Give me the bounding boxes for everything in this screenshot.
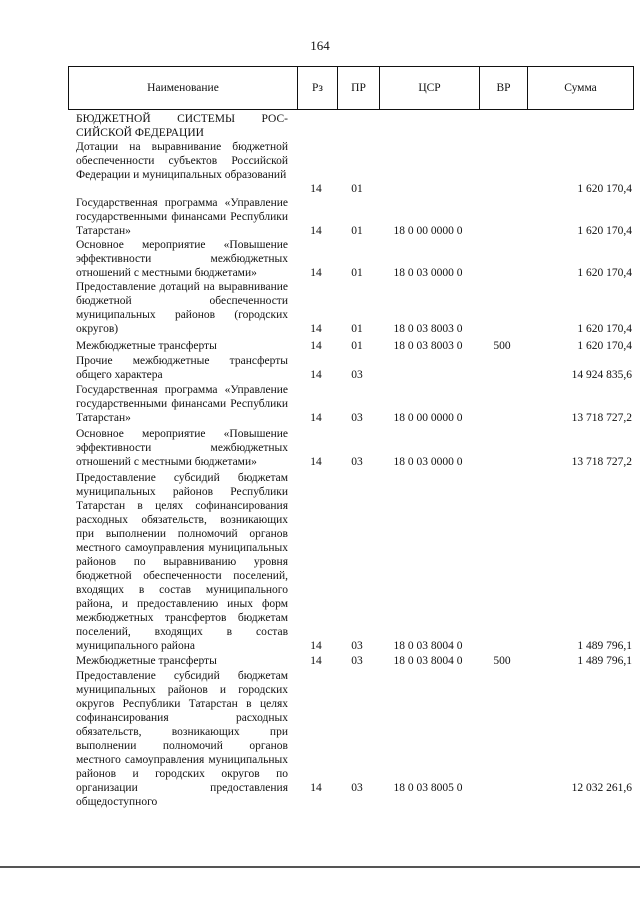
column-header-pr: ПР	[337, 67, 379, 109]
table-header	[68, 66, 634, 110]
row-sum: 1 489 796,1	[577, 640, 632, 652]
row-pr: 03	[351, 412, 363, 424]
table-row	[68, 280, 634, 336]
row-sum: 1 489 796,1	[577, 655, 632, 667]
row-sum: 1 620 170,4	[577, 323, 632, 335]
page-number: 164	[310, 38, 330, 53]
row-sum: 14 924 835,6	[571, 369, 632, 381]
table-row	[68, 654, 634, 668]
row-name: Дотации на выравнивание бюджетной обеспеченности субъектов Российской Федерации и муниципальных образований	[76, 141, 288, 181]
row-name: Государственная программа «Управление государственными финансами Республики Татарстан»	[76, 197, 288, 237]
row-csr: 18 0 03 0000 0	[393, 267, 463, 279]
column-header-sum: Сумма	[527, 67, 633, 109]
row-name: Предоставление дотаций на выравнивание бюджетной обеспеченности муниципальных районов (городских округов)	[76, 281, 288, 335]
row-name: Межбюджетные трансферты	[76, 340, 217, 352]
row-rz: 14	[310, 655, 322, 667]
column-header-csr: ЦСР	[379, 67, 479, 109]
row-name: БЮДЖЕТНОЙ СИСТЕМЫ РОС-СИЙСКОЙ ФЕДЕРАЦИИ	[76, 113, 288, 139]
row-pr: 03	[351, 456, 363, 468]
table-row	[68, 383, 634, 425]
column-header-vr: ВР	[479, 67, 527, 109]
row-sum: 13 718 727,2	[571, 412, 632, 424]
row-rz: 14	[310, 456, 322, 468]
row-sum: 1 620 170,4	[577, 340, 632, 352]
row-rz: 14	[310, 369, 322, 381]
row-pr: 01	[351, 340, 363, 352]
table-row	[68, 471, 634, 653]
column-header-name: Наименование	[147, 82, 219, 94]
table-row	[68, 238, 634, 280]
row-rz: 14	[310, 183, 322, 195]
row-name: Прочие межбюджетные трансферты общего характера	[76, 355, 288, 381]
row-pr: 01	[351, 267, 363, 279]
row-name: Государственная программа «Управление государственными финансами Республики Татарстан»	[76, 384, 288, 424]
table-row	[68, 354, 634, 382]
row-csr: 18 0 03 0000 0	[393, 456, 463, 468]
column-header-rz: Рз	[297, 67, 337, 109]
row-sum: 1 620 170,4	[577, 225, 632, 237]
row-name: Предоставление субсидий бюджетам муниципальных районов Республики Татарстан в целях софинансирования расходных обязательств, возникающих при выполнении полномочий органов местного самоуправления муниципальных районов по выравниванию уровня бюджетной обеспеченности поселений, входящих в состав муниципального района, и предоставлению иных форм межбюджетных трансфертов бюджетам поселений, входящих в состав муниципального района	[76, 472, 288, 652]
row-rz: 14	[310, 640, 322, 652]
row-pr: 03	[351, 369, 363, 381]
row-pr: 03	[351, 782, 363, 794]
row-csr: 18 0 03 8005 0	[393, 782, 463, 794]
row-rz: 14	[310, 323, 322, 335]
row-sum: 1 620 170,4	[577, 267, 632, 279]
row-csr: 18 0 03 8003 0	[393, 340, 463, 352]
table-row	[68, 339, 634, 353]
row-rz: 14	[310, 225, 322, 237]
row-pr: 01	[351, 183, 363, 195]
row-sum: 13 718 727,2	[571, 456, 632, 468]
row-name: Предоставление субсидий бюджетам муниципальных районов и городских округов Республики Татарстан в целях софинансирования расходных обязательств, возникающих при выполнении полномочий органов местного самоуправления муниципальных районов и городских округов по организации предоставления общедоступного	[76, 670, 288, 808]
row-name: Основное мероприятие «Повышение эффективности межбюджетных отношений с местными бюджетами»	[76, 239, 288, 279]
row-csr: 18 0 03 8004 0	[393, 640, 463, 652]
row-sum: 1 620 170,4	[577, 183, 632, 195]
table-row	[68, 427, 634, 469]
row-name: Основное мероприятие «Повышение эффективности межбюджетных отношений с местными бюджетами»	[76, 428, 288, 468]
row-vr: 500	[493, 655, 511, 667]
table-row	[68, 112, 634, 140]
row-rz: 14	[310, 340, 322, 352]
table-row	[68, 196, 634, 238]
row-pr: 01	[351, 225, 363, 237]
row-rz: 14	[310, 782, 322, 794]
row-csr: 18 0 03 8003 0	[393, 323, 463, 335]
row-csr: 18 0 00 0000 0	[393, 412, 463, 424]
row-rz: 14	[310, 412, 322, 424]
page-bottom-rule	[0, 866, 640, 868]
row-pr: 03	[351, 640, 363, 652]
row-vr: 500	[493, 340, 511, 352]
row-csr: 18 0 03 8004 0	[393, 655, 463, 667]
row-pr: 03	[351, 655, 363, 667]
table-row	[68, 669, 634, 808]
row-pr: 01	[351, 323, 363, 335]
row-csr: 18 0 00 0000 0	[393, 225, 463, 237]
row-sum: 12 032 261,6	[571, 782, 632, 794]
row-name: Межбюджетные трансферты	[76, 655, 217, 667]
row-rz: 14	[310, 267, 322, 279]
table-row	[68, 140, 634, 196]
